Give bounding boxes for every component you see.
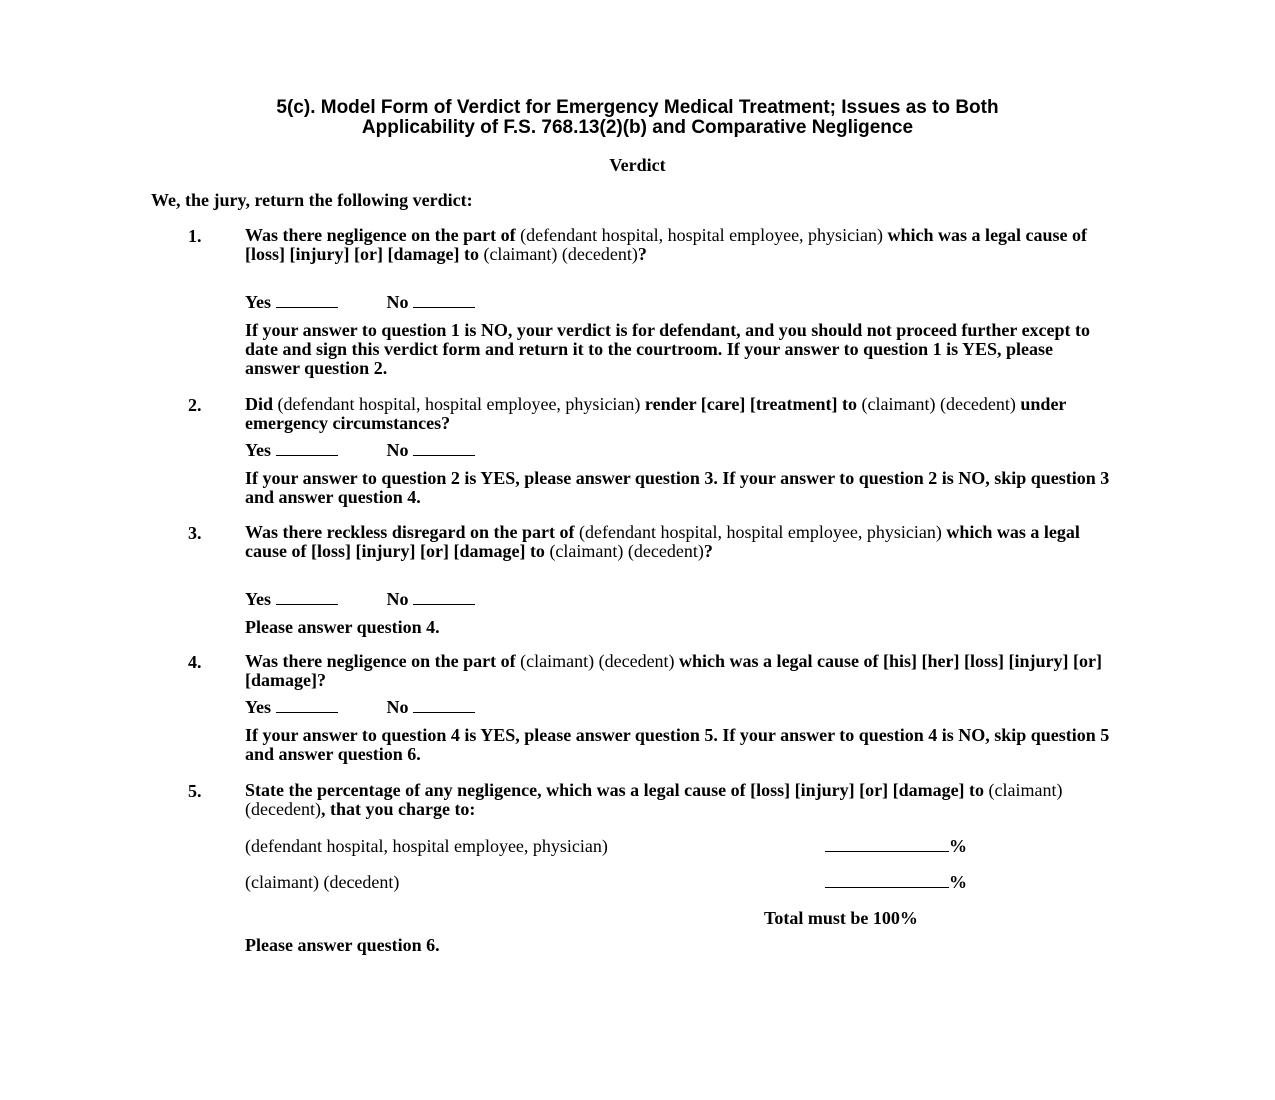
- question-text: [245, 781, 1111, 819]
- yes-no-line: [245, 590, 1111, 609]
- percent-sign: %: [949, 872, 967, 892]
- yes-blank[interactable]: [276, 698, 338, 713]
- question-5-instruction: Please answer question 6.: [245, 935, 440, 955]
- no-label: No: [386, 697, 409, 717]
- party-placeholder: (claimant) (decedent): [245, 780, 1063, 819]
- percent-blank[interactable]: [825, 837, 949, 852]
- question-instruction: If your answer to question 1 is NO, your verdict is for defendant, and you should not proceed further except to date and sign this verdict form and return it to the courtroom. If your answer to question 1 is YES, please answer question 2.: [245, 320, 1091, 378]
- no-label: No: [386, 589, 409, 609]
- question-instruction: If your answer to question 2 is YES, please answer question 3. If your answer to question 2 is NO, skip question 3 and answer question 4.: [245, 468, 1110, 507]
- party-placeholder: (claimant) (decedent): [478, 244, 638, 264]
- question-bold-text: Was there reckless disregard on the part of: [245, 522, 575, 542]
- question-number: 5.: [188, 781, 202, 801]
- yes-label: Yes: [245, 292, 271, 312]
- question-number: 3.: [188, 523, 202, 543]
- yes-no-line: [245, 441, 1111, 460]
- yes-label: Yes: [245, 697, 271, 717]
- no-label: No: [386, 440, 409, 460]
- percent-blank[interactable]: [825, 873, 949, 888]
- form-title: [0, 98, 1275, 138]
- jury-intro: We, the jury, return the following verdict:: [151, 190, 473, 210]
- no-blank[interactable]: [413, 590, 475, 605]
- percentage-field-defendant[interactable]: [825, 836, 967, 857]
- question-text: [245, 523, 1111, 561]
- party-placeholder: (claimant) (decedent): [515, 651, 680, 671]
- yes-label: Yes: [245, 440, 271, 460]
- party-placeholder: (claimant) (decedent): [544, 541, 704, 561]
- question-bold-text: Was there negligence on the part of: [245, 651, 516, 671]
- question-bold-text: which was a legal cause of [his] [her] [loss] [injury] [or] [damage]?: [245, 651, 1102, 690]
- no-blank[interactable]: [413, 441, 475, 456]
- question-bold-text: , that you charge to:: [320, 799, 476, 819]
- yes-blank[interactable]: [276, 441, 338, 456]
- question-bold-text: under emergency circumstances?: [245, 394, 1067, 433]
- yes-no-line: [245, 293, 1111, 312]
- question-mark: ?: [703, 541, 713, 561]
- party-placeholder: (defendant hospital, hospital employee, physician): [574, 522, 947, 542]
- yes-no-line: [245, 698, 1111, 717]
- question-text: [245, 226, 1111, 264]
- verdict-heading: Verdict: [609, 155, 666, 175]
- party-placeholder: (defendant hospital, hospital employee, physician): [273, 394, 645, 414]
- question-mark: ?: [637, 244, 647, 264]
- question-number: 2.: [188, 395, 202, 415]
- question-bold-text: State the percentage of any negligence, which was a legal cause of [loss] [injury] [or] [damage] to: [245, 780, 985, 800]
- party-placeholder: (defendant hospital, hospital employee, physician): [515, 225, 888, 245]
- question-instruction: Please answer question 4.: [245, 617, 440, 637]
- no-blank[interactable]: [413, 293, 475, 308]
- title-line-1: 5(c). Model Form of Verdict for Emergency Medical Treatment; Issues as to Both: [276, 97, 999, 118]
- yes-label: Yes: [245, 589, 271, 609]
- yes-blank[interactable]: [276, 293, 338, 308]
- question-number: 1.: [188, 226, 202, 246]
- question-bold-text: render [care] [treatment] to: [644, 394, 857, 414]
- question-bold-text: which was a legal cause of [loss] [injury] [or] [damage] to: [245, 225, 1088, 264]
- yes-blank[interactable]: [276, 590, 338, 605]
- percentage-party-claimant: (claimant) (decedent): [245, 872, 400, 892]
- title-line-2: Applicability of F.S. 768.13(2)(b) and Comparative Negligence: [361, 117, 914, 138]
- percentage-field-claimant[interactable]: [825, 872, 967, 893]
- question-bold-text: Was there negligence on the part of: [245, 225, 516, 245]
- no-blank[interactable]: [413, 698, 475, 713]
- question-number: 4.: [188, 652, 202, 672]
- question-bold-text: Did: [245, 394, 274, 414]
- question-text: [245, 395, 1111, 433]
- no-label: No: [386, 292, 409, 312]
- party-placeholder: (claimant) (decedent): [857, 394, 1021, 414]
- question-text: [245, 652, 1111, 690]
- question-bold-text: which was a legal cause of [loss] [injury] [or] [damage] to: [245, 522, 1080, 561]
- percentage-party-defendant: (defendant hospital, hospital employee, physician): [245, 836, 608, 856]
- percent-sign: %: [949, 836, 967, 856]
- question-instruction: If your answer to question 4 is YES, please answer question 5. If your answer to question 4 is NO, skip question 5 and answer question 6.: [245, 725, 1110, 764]
- total-note: Total must be 100%: [764, 908, 918, 928]
